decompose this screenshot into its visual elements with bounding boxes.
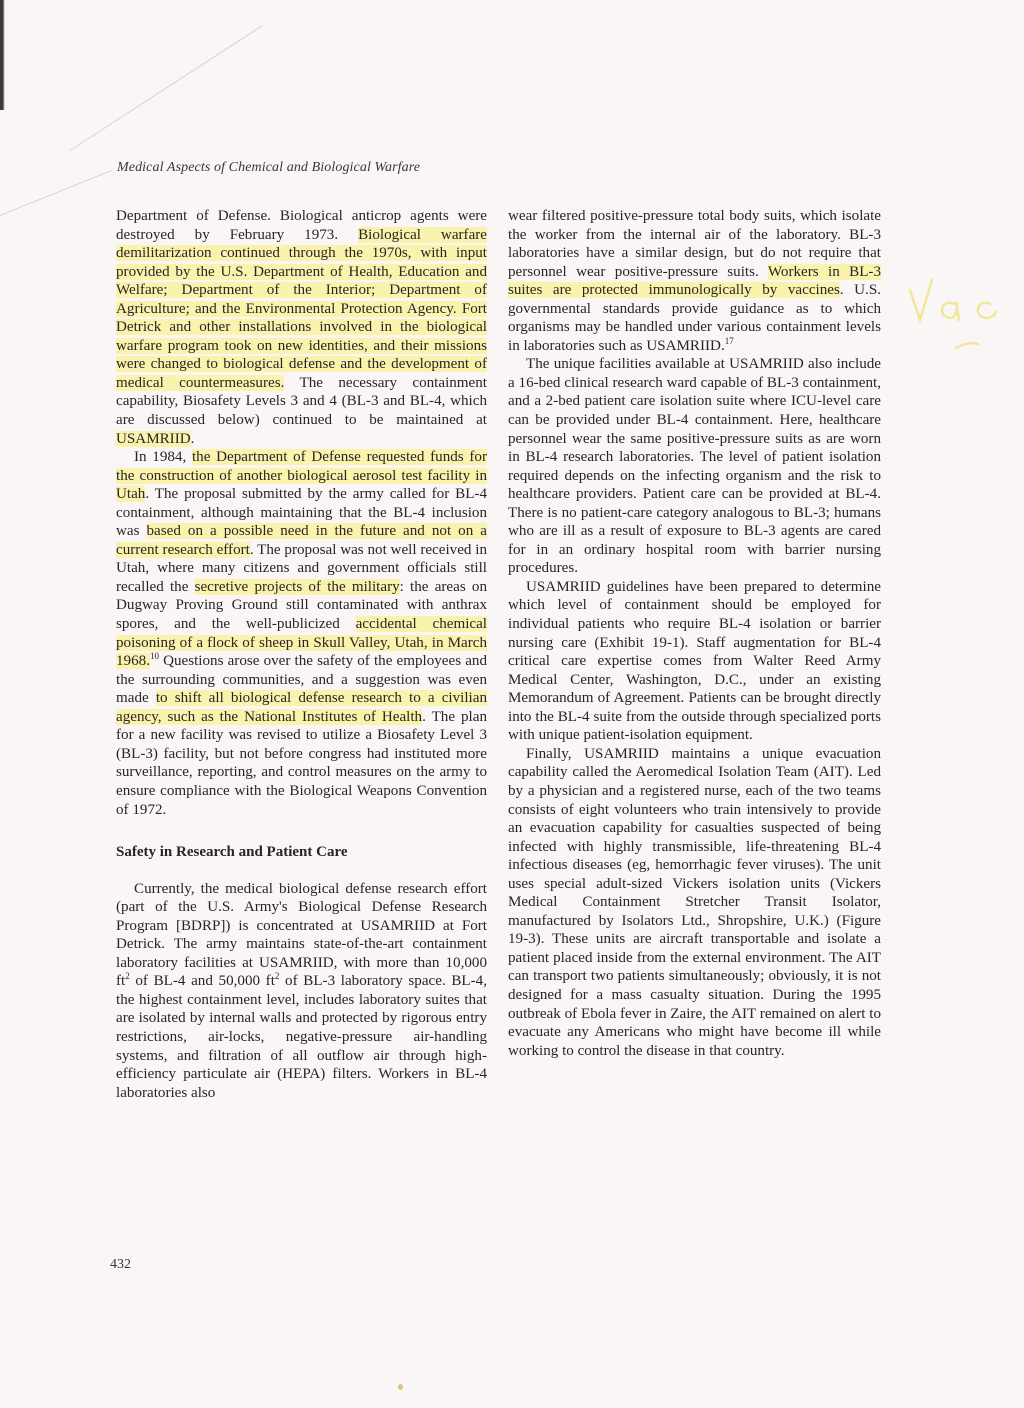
text-run: : the areas on Dugway Proving Ground still contaminated with anthrax spores, and the well-publicized: [116, 578, 487, 633]
paragraph: USAMRIID guidelines have been prepared to determine which level of containment should be employed for individual patients who require BL-4 isolation or barrier nursing care (Exhibit 19-1). Staff augmentation for BL-4 critical care expertise comes from Walter Reed Army Medical Center, Washington, D.C., under an existing Memorandum of Agreement. Patients can be brought directly into the BL-4 suite from the outside through specialized ports with unique patient-isolation equipment.: [508, 578, 881, 744]
footnote-ref: 17: [724, 335, 734, 346]
text-run: Department of Defense. Biological anticrop agents were destroyed by February 1973.: [116, 208, 487, 243]
text-run: . The plan for a new facility was revised to utilize a Biosafety Level 3 (BL-3) facility, but not before congress had instituted more surveillance, reporting, and control measures on the army to ensure compliance with the Biological Weapons Convention of 1972.: [116, 708, 487, 818]
text-run: . U.S. governmental standards provide guidance as to which organisms may be handled under various containment levels in laboratories such as USAMRIID.: [508, 282, 881, 354]
text-run: wear filtered positive-pressure total body suits, which isolate the worker from the internal air of the laboratory. BL-3 laboratories have a similar design, but do not require that personnel wear positive-pressure suits.: [508, 208, 881, 280]
text-run: of BL-4 and 50,000 ft: [129, 973, 275, 990]
section-heading: Safety in Research and Patient Care: [116, 844, 348, 861]
handwritten-note-icon: [906, 268, 1006, 358]
text-run: Questions arose over the safety of the employees and the surrounding communities, and a suggestion was even made: [116, 653, 487, 707]
paragraph: [116, 880, 487, 1103]
stray-mark: [398, 1384, 403, 1390]
highlighted-text: USAMRIID: [116, 430, 191, 447]
page-number: 432: [110, 1257, 131, 1272]
left-column: [116, 207, 487, 1102]
scanner-edge: [0, 0, 5, 1408]
text-run: of BL-3 laboratory space. BL-4, the highest containment level, includes laboratory suites that are isolated by internal walls and protected by rigorous entry restrictions, air-locks, negative-pressure air-handling systems, and filtration of all outflow air through high-efficiency particulate air (HEPA) filters. Workers in BL-4 laboratories also: [116, 973, 487, 1101]
paragraph: The unique facilities available at USAMRIID also include a 16-bed clinical research ward capable of BL-3 containment, and a 2-bed patient care isolation suite where ICU-level care can be provided under BL-4 containment. Here, healthcare personnel wear the same positive-pressure suits as are worn in BL-4 research laboratories. The level of patient isolation required depends on the infecting organism and the risk to healthcare providers. Patient care can be provided at BL-4. There is no patient-care category analogous to BL-3; humans who are ill as a result of exposure to BL-3 agents are cared for in an ordinary hospital room with barrier nursing procedures.: [508, 356, 881, 577]
text-run: . The proposal submitted by the army called for BL-4 containment, although maintaining that the BL-4 inclusion was: [116, 486, 487, 540]
paragraph: [116, 448, 487, 819]
paragraph: [116, 207, 487, 448]
highlighted-text: accidental chemical poisoning of a flock of sheep in Skull Valley, Utah, in March 1968.: [116, 616, 488, 670]
page-scuff-mark: [0, 170, 111, 216]
highlighted-text: to shift all biological defense research to a civilian agency, such as the National Institutes of Health: [116, 690, 487, 725]
running-head: Medical Aspects of Chemical and Biological Warfare: [117, 160, 421, 175]
right-column: [508, 207, 881, 1060]
superscript: 2: [125, 971, 130, 982]
paragraph: Finally, USAMRIID maintains a unique evacuation capability called the Aeromedical Isolation Team (AIT). Led by a physician and a registered nurse, each of the two teams consists of eight volunteers who train intensively to provide an evacuation capability for casualties suspected of being infected with highly transmissible, life-threatening BL-4 infectious diseases (eg, hemorrhagic fever viruses). The unit uses special adult-sized Vickers isolation units (Vickers Medical Containment Stretcher Transit Isolator, manufactured by Isolators Ltd., Shropshire, U.K.) (Figure 19-3). These units are aircraft transportable and isolate a patient placed inside from the external environment. The AIT can transport two patients simultaneously; obviously, it is not designed for a mass casualty situation. During the 1995 outbreak of Ebola fever in Zaire, the AIT remained on alert to evacuate any Americans who might have become ill while working to control the disease in that country.: [508, 745, 881, 1059]
footnote-ref: 10: [149, 651, 159, 662]
text-run: .: [190, 430, 195, 447]
paragraph: [508, 207, 881, 355]
highlighted-text: Biological warfare demilitarization continued through the 1970s, with input provided by the U.S. Department of Health, Education and Welfare; Department of the Interior; Department of Agriculture; and the Environmental Protection Agency. Fort Detrick and other installations involved in the biological warfare program took on new identities, and their missions were changed to biological defense and the development of medical countermeasures.: [116, 226, 487, 391]
highlighted-text: based on a possible need in the future and not on a current research effort: [116, 523, 487, 558]
text-run: Currently, the medical biological defense research effort (part of the U.S. Army's Biological Defense Research Program [BDRP]) is concentrated at USAMRIID at Fort Detrick. The army maintains state-of-the-art containment laboratory facilities at USAMRIID, with more than 10,000 ft: [116, 880, 487, 990]
text-run: In 1984,: [134, 449, 192, 466]
superscript: 2: [274, 971, 280, 982]
page-scuff-mark: [70, 25, 263, 151]
text-run: The necessary containment capability, Biosafety Levels 3 and 4 (BL-3 and BL-4, which are discussed below) continued to be maintained at: [116, 374, 487, 429]
highlighted-text: secretive projects of the military: [194, 578, 400, 595]
highlighted-text: Workers in BL-3 suites are protected immunologically by vaccines: [508, 263, 881, 299]
highlighted-text: the Department of Defense requested funds for the construction of another biological aerosol test facility in Utah: [116, 449, 487, 503]
text-run: . The proposal was not well received in Utah, where many citizens and government officials still recalled the: [116, 541, 487, 595]
